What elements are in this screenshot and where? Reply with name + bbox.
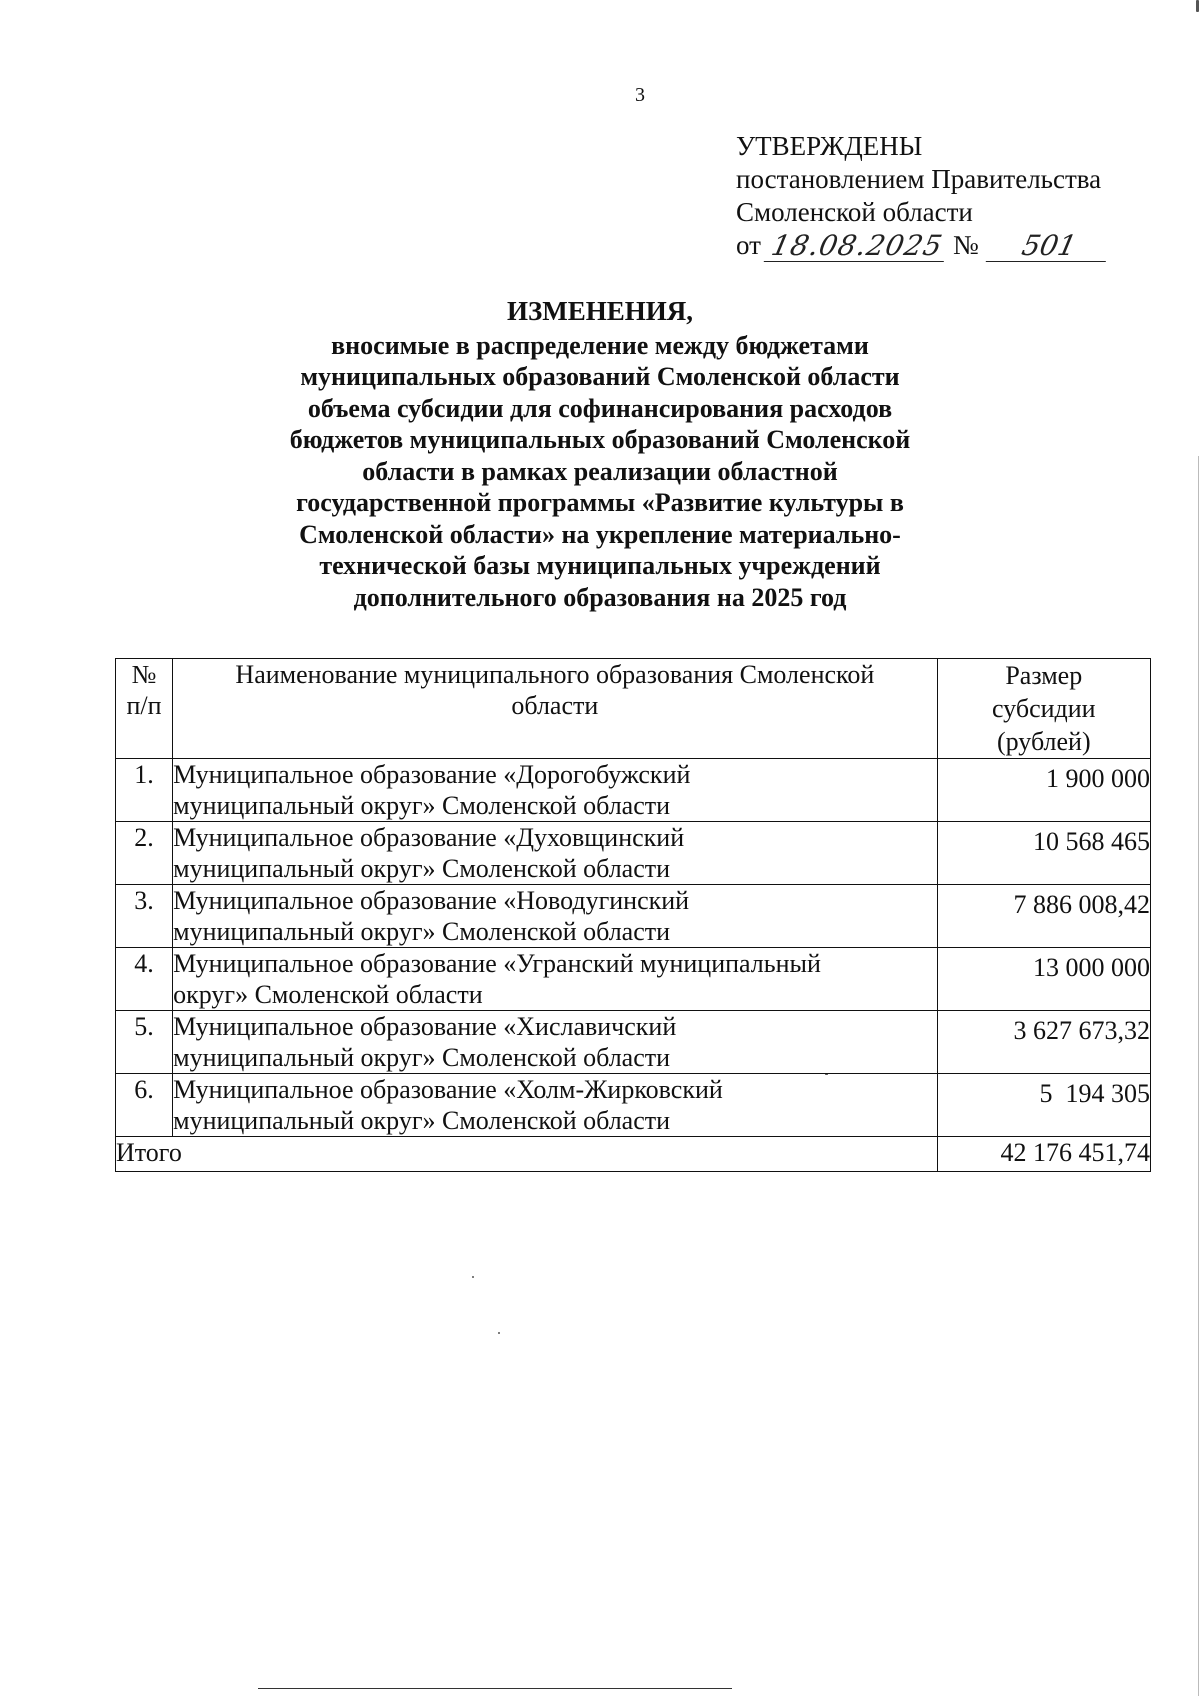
header-number: [116, 659, 173, 759]
municipality-line: округ» Смоленской области: [173, 980, 483, 1009]
row-number: 4.: [116, 948, 173, 1011]
scan-speck: [498, 1332, 500, 1334]
handwritten-date: 18.08.2025: [764, 231, 951, 262]
amount-value: 7 886 008,42: [1013, 890, 1150, 919]
row-municipality: [173, 948, 937, 1011]
municipality-line: Муниципальное образование «Духовщинский: [173, 823, 685, 852]
municipality-line: Муниципальное образование «Холм-Жирковский: [173, 1075, 723, 1104]
row-municipality: [173, 759, 937, 822]
approval-heading: УТВЕРЖДЕНЫ: [736, 131, 923, 161]
row-amount: [937, 885, 1150, 948]
title-line: дополнительного образования на 2025 год: [353, 582, 847, 612]
approval-resolution: постановлением Правительства: [736, 164, 1102, 194]
title-line: объема субсидии для софинансирования расходов: [307, 393, 893, 423]
header-number-symbol: №: [131, 660, 157, 689]
scan-speck: [825, 1074, 828, 1075]
approval-stamp-block: [736, 130, 1109, 262]
amount-value: 1 900 000: [1046, 764, 1150, 793]
bottom-rule: [258, 1688, 732, 1689]
municipality-line: Муниципальное образование «Угранский муниципальный: [173, 949, 821, 978]
approval-date-number-line: [736, 229, 1109, 262]
header-municipality-line: области: [511, 691, 599, 720]
header-amount: [937, 659, 1150, 759]
row-number: 5.: [116, 1011, 173, 1074]
document-title: [200, 296, 1000, 613]
total-amount: 42 176 451,74: [937, 1137, 1150, 1172]
amount-value: 13 000 000: [1033, 953, 1150, 982]
title-line: муниципальных образований Смоленской области: [300, 362, 900, 391]
row-amount: [937, 1074, 1150, 1137]
municipality-line: муниципальный округ» Смоленской области: [173, 1043, 671, 1072]
header-amount-line: субсидии: [991, 694, 1096, 723]
municipality-line: муниципальный округ» Смоленской области: [173, 1106, 671, 1135]
row-amount: [937, 1011, 1150, 1074]
total-label: Итого: [116, 1137, 938, 1172]
handwritten-number: 501: [985, 231, 1112, 262]
row-amount: [937, 759, 1150, 822]
municipality-line: муниципальный округ» Смоленской области: [173, 791, 671, 820]
header-number-abbrev: п/п: [126, 691, 162, 720]
amount-value: 5 194 305: [1039, 1079, 1150, 1108]
number-label: №: [952, 230, 979, 260]
row-amount: [937, 948, 1150, 1011]
title-line: вносимые в распределение между бюджетами: [331, 330, 869, 360]
row-municipality: [173, 885, 937, 948]
row-number: 2.: [116, 822, 173, 885]
amount-value: 3 627 673,32: [1013, 1016, 1150, 1045]
page-number: 3: [635, 84, 645, 106]
subsidies-table: [115, 658, 1151, 1172]
municipality-line: Муниципальное образование «Дорогобужский: [173, 760, 691, 789]
table-row: [116, 759, 1151, 822]
approval-region: Смоленской области: [736, 197, 973, 227]
title-line: государственной программы «Развитие культуры в: [296, 488, 904, 517]
row-municipality: [173, 822, 937, 885]
municipality-line: муниципальный округ» Смоленской области: [173, 854, 671, 883]
header-municipality-line: Наименование муниципального образования Смоленской: [235, 660, 875, 689]
title-heading: ИЗМЕНЕНИЯ,: [506, 296, 693, 326]
table-row: [116, 948, 1151, 1011]
row-number: 3.: [116, 885, 173, 948]
municipality-line: Муниципальное образование «Хиславичский: [173, 1012, 677, 1041]
scan-edge-line: [1198, 456, 1199, 1696]
table-row: [116, 1074, 1151, 1137]
table-row: [116, 885, 1151, 948]
row-number: 6.: [116, 1074, 173, 1137]
amount-value: 10 568 465: [1033, 827, 1150, 856]
row-municipality: [173, 1074, 937, 1137]
title-line: области в рамках реализации областной: [362, 456, 838, 486]
municipality-line: муниципальный округ» Смоленской области: [173, 917, 671, 946]
table-header-row: [116, 659, 1151, 759]
header-amount-line: Размер: [1005, 661, 1083, 690]
title-line: Смоленской области» на укрепление материально-: [299, 519, 901, 549]
row-number: 1.: [116, 759, 173, 822]
scan-speck: [1196, 0, 1199, 12]
header-amount-line: (рублей): [996, 727, 1091, 756]
header-municipality: [173, 659, 937, 759]
table-total-row: [116, 1137, 1151, 1172]
title-line: бюджетов муниципальных образований Смоленской: [289, 425, 911, 454]
date-label: от: [736, 230, 761, 260]
title-line: технической базы муниципальных учреждений: [319, 551, 881, 580]
table-row: [116, 1011, 1151, 1074]
municipality-line: Муниципальное образование «Новодугинский: [173, 886, 690, 915]
table-row: [116, 822, 1151, 885]
row-municipality: [173, 1011, 937, 1074]
row-amount: [937, 822, 1150, 885]
scan-speck: [472, 1276, 474, 1278]
